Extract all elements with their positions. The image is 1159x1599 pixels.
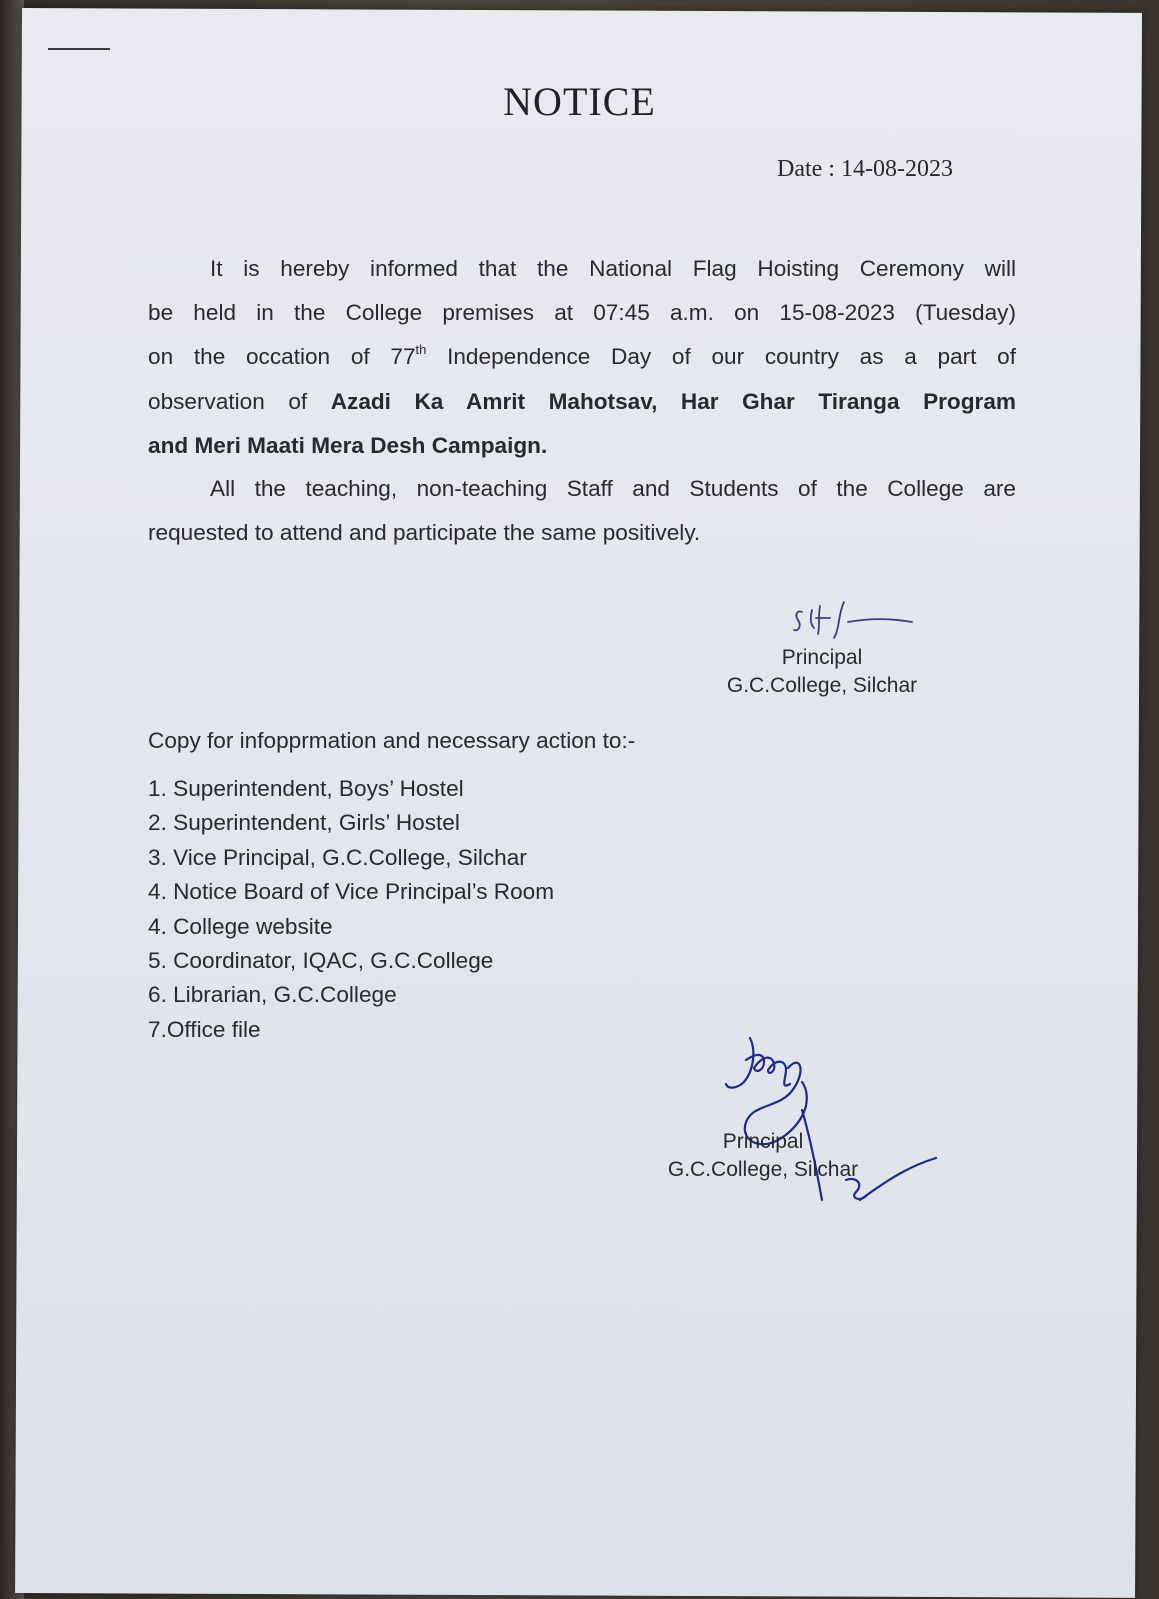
- line-3-part-b: Independence Day of our country as a part of: [426, 344, 1016, 370]
- copy-to-list: [148, 772, 554, 1047]
- bottom-signature-block: [650, 1128, 876, 1184]
- top-signature-block: [706, 644, 938, 700]
- paragraph-2-line-1: All the teaching, non-teaching Staff and Students of the College are: [210, 476, 1016, 501]
- paragraph-1-line-2: be held in the College premises at 07:45 a.m. on 15-08-2023 (Tuesday): [148, 300, 1016, 326]
- line-4-part-a: observation of: [148, 388, 331, 414]
- corner-pen-mark: [48, 48, 110, 50]
- top-signature-institution: G.C.College, Silchar: [726, 674, 918, 697]
- list-item: 5. Coordinator, IQAC, G.C.College: [148, 948, 494, 974]
- top-signature-designation: Principal: [781, 646, 863, 669]
- campaign-name-bold-2: and Meri Maati Mera Desh Campaign.: [148, 432, 548, 458]
- campaign-names-bold: Azadi Ka Amrit Mahotsav, Har Ghar Tiranga Program: [330, 388, 1016, 414]
- bottom-signature-designation: Principal: [722, 1130, 804, 1153]
- list-item: 4. Notice Board of Vice Principal’s Room: [148, 879, 555, 905]
- principal-handwritten-signature: [710, 1030, 950, 1220]
- notice-title: NOTICE: [503, 79, 656, 124]
- paragraph-1-line-1: It is hereby informed that the National Flag Hoisting Ceremony will: [210, 256, 1016, 281]
- notice-paragraph-2: [148, 467, 1016, 555]
- paragraph-2-line-2: requested to attend and participate the same positively.: [148, 520, 701, 546]
- list-item: 3. Vice Principal, G.C.College, Silchar: [148, 844, 527, 870]
- list-item: 6. Librarian, G.C.College: [148, 982, 397, 1008]
- list-item: 2. Superintendent, Girls’ Hostel: [148, 810, 460, 836]
- list-item: 4. College website: [148, 913, 333, 939]
- copy-to-heading: Copy for infopprmation and necessary action to:-: [148, 728, 636, 753]
- list-item: 7.Office file: [148, 1016, 261, 1042]
- paragraph-1-line-4: [148, 380, 1016, 424]
- bottom-signature-institution: G.C.College, Silchar: [667, 1158, 859, 1181]
- list-item: 1. Superintendent, Boys’ Hostel: [148, 776, 464, 801]
- paragraph-1-line-5: [148, 424, 1016, 468]
- notice-paragraph-1: [148, 247, 1016, 468]
- paragraph-1-line-3: [148, 335, 1016, 379]
- notice-date: Date : 14-08-2023: [777, 156, 953, 182]
- ordinal-suffix: th: [415, 342, 427, 358]
- line-3-part-a: on the occation of 77: [148, 344, 416, 370]
- principal-initial-signature: [790, 596, 920, 642]
